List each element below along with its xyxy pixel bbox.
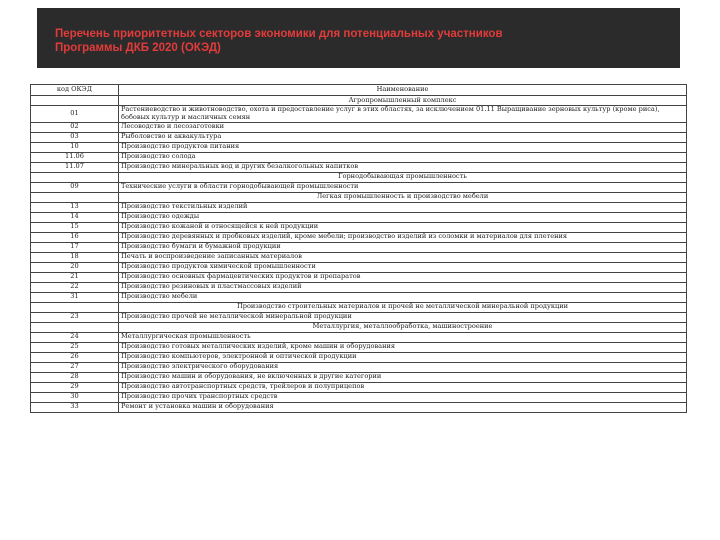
table-row [31,106,687,123]
okved-code: 18 [31,252,119,262]
okved-code: 23 [31,312,119,322]
section-title: Металлургия, металлообработка, машиностроение [119,322,687,332]
table-row [31,122,687,132]
okved-table [30,84,687,413]
header-code: код ОКЭД [31,85,119,96]
okved-code: 11.07 [31,162,119,172]
table-row [31,362,687,372]
section-title: Горнодобывающая промышленность [119,172,687,182]
okved-code: 28 [31,372,119,382]
okved-code: 01 [31,106,119,123]
okved-name: Производство минеральных вод и других безалкогольных напитков [119,162,687,172]
okved-name: Производство прочих транспортных средств [119,392,687,402]
section-title: Легкая промышленность и производство мебели [119,192,687,202]
okved-code: 11.06 [31,152,119,162]
title-banner [37,8,680,68]
table-row [31,332,687,342]
table-row [31,272,687,282]
okved-name: Производство компьютеров, электронной и оптической продукции [119,352,687,362]
table-row [31,242,687,252]
okved-name: Производство мебели [119,292,687,302]
okved-name: Производство продуктов химической промышленности [119,262,687,272]
okved-name: Рыболовство и аквакультура [119,132,687,142]
okved-code: 22 [31,282,119,292]
table-row [31,142,687,152]
okved-code: 17 [31,242,119,252]
okved-code: 31 [31,292,119,302]
okved-name: Производство готовых металлических изделий, кроме машин и оборудования [119,342,687,352]
okved-name: Производство текстильных изделий [119,202,687,212]
header-name: Наименование [119,85,687,96]
okved-code: 16 [31,232,119,242]
table-header-row [31,85,687,96]
okved-name: Технические услуги в области горнодобывающей промышленности [119,182,687,192]
okved-code: 10 [31,142,119,152]
section-row [31,302,687,312]
table-row [31,182,687,192]
table-row [31,222,687,232]
section-spacer [31,322,119,332]
okved-name: Производство кожаной и относящейся к ней продукции [119,222,687,232]
okved-name: Лесоводство и лесозаготовки [119,122,687,132]
okved-name: Производство машин и оборудования, не включенных в другие категории [119,372,687,382]
okved-name: Производство автотранспортных средств, трейлеров и полуприцепов [119,382,687,392]
table-row [31,252,687,262]
table-row [31,342,687,352]
section-row [31,172,687,182]
okved-name: Производство основных фармацевтических продуктов и препаратов [119,272,687,282]
section-spacer [31,96,119,106]
okved-name: Растениеводство и животноводство, охота и предоставление услуг в этих областях, за исключением 01.11 Выращивание зерновых культур (кроме риса), бобовых культур и масличных семян [119,106,687,123]
section-row [31,322,687,332]
page-title-line-2: Программы ДКБ 2020 (ОКЭД) [55,42,221,54]
section-row [31,192,687,202]
okved-name: Ремонт и установка машин и оборудования [119,402,687,412]
table-row [31,392,687,402]
table-row [31,312,687,322]
okved-code: 21 [31,272,119,282]
okved-code: 33 [31,402,119,412]
section-row [31,96,687,106]
table-row [31,382,687,392]
okved-name: Производство прочей не металлической минеральной продукции [119,312,687,322]
okved-name: Производство резиновых и пластмассовых изделий [119,282,687,292]
page-title-line-1: Перечень приоритетных секторов экономики для потенциальных участников [55,28,503,40]
okved-code: 30 [31,392,119,402]
section-title: Производство строительных материалов и прочей не металлической минеральной продукции [119,302,687,312]
okved-code: 24 [31,332,119,342]
okved-name: Производство одежды [119,212,687,222]
okved-name: Производство солода [119,152,687,162]
table-row [31,292,687,302]
okved-name: Производство электрического оборудования [119,362,687,372]
okved-name: Производство деревянных и пробковых изделий, кроме мебели; производство изделий из соломки и материалов для плетения [119,232,687,242]
okved-code: 20 [31,262,119,272]
okved-code: 02 [31,122,119,132]
section-spacer [31,192,119,202]
table-row [31,402,687,412]
section-spacer [31,172,119,182]
table-row [31,352,687,362]
okved-code: 29 [31,382,119,392]
okved-code: 25 [31,342,119,352]
okved-code: 09 [31,182,119,192]
okved-code: 14 [31,212,119,222]
table-row [31,262,687,272]
okved-name: Производство бумаги и бумажной продукции [119,242,687,252]
table-row [31,132,687,142]
okved-code: 13 [31,202,119,212]
table-row [31,212,687,222]
table-row [31,162,687,172]
table-row [31,372,687,382]
okved-name: Металлургическая промышленность [119,332,687,342]
table-row [31,232,687,242]
okved-name: Производство продуктов питания [119,142,687,152]
okved-code: 15 [31,222,119,232]
okved-code: 26 [31,352,119,362]
okved-name: Печать и воспроизведение записанных материалов [119,252,687,262]
table-row [31,282,687,292]
table-row [31,202,687,212]
table-row [31,152,687,162]
section-spacer [31,302,119,312]
table-body [31,96,687,413]
section-title: Агропромышленный комплекс [119,96,687,106]
okved-code: 03 [31,132,119,142]
okved-code: 27 [31,362,119,372]
